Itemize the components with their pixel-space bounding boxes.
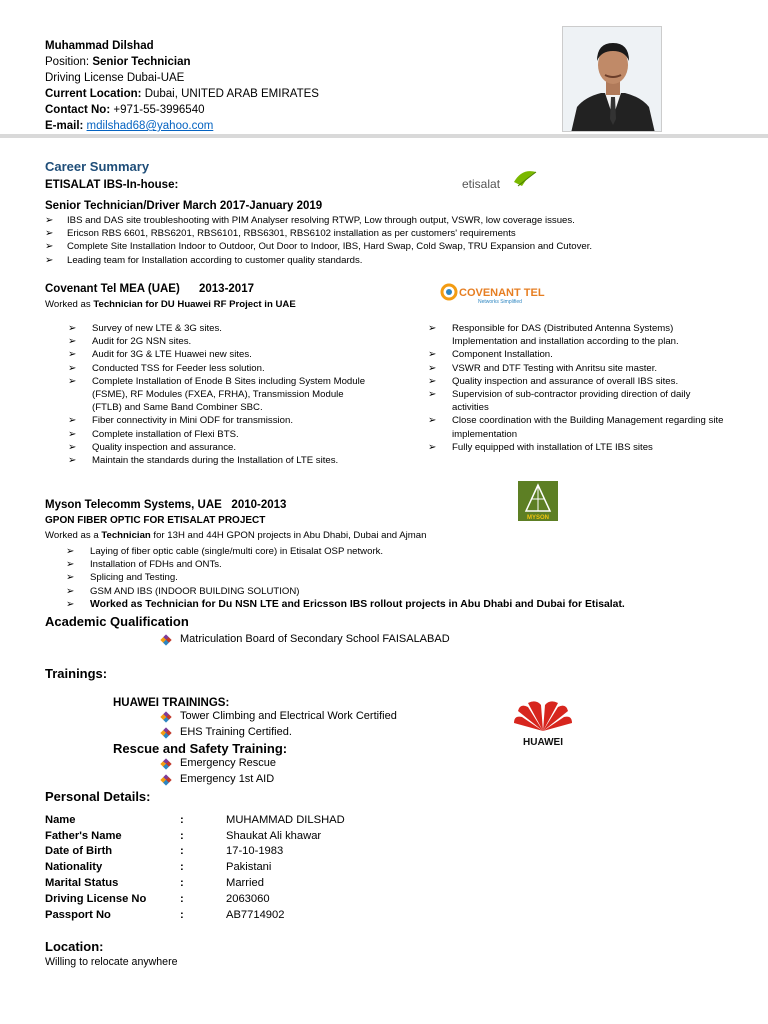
detail-value: Pakistani bbox=[226, 861, 272, 874]
list-item: Matriculation Board of Secondary School FAISALABAD bbox=[158, 632, 450, 648]
covenant-logo-icon bbox=[440, 282, 560, 304]
myson-logo-icon bbox=[518, 481, 558, 521]
detail-label: Driving License No bbox=[45, 892, 147, 905]
etisalat-logo-icon bbox=[462, 166, 542, 194]
etisalat-bullets bbox=[45, 214, 745, 267]
list-item: Emergency Rescue bbox=[158, 756, 276, 772]
list-item: ➢ Laying of fiber optic cable (single/multi core) in Etisalat OSP network. bbox=[66, 545, 666, 558]
list-item: ➢ VSWR and DTF Testing with Anritsu site master. bbox=[428, 362, 724, 375]
detail-colon: : bbox=[180, 845, 184, 858]
detail-value: AB7714902 bbox=[226, 908, 285, 921]
detail-label: Nationality bbox=[45, 861, 103, 874]
list-item: ➢ Supervision of sub-contractor providing direction of daily activities bbox=[428, 388, 724, 414]
list-item: ➢ IBS and DAS site troubleshooting with PIM Analyser resolving RTWP, Low through output, VSWR, low coverage issues. bbox=[45, 214, 745, 227]
detail-value: Shaukat Ali khawar bbox=[226, 829, 322, 842]
detail-label: Father's Name bbox=[45, 829, 122, 842]
list-item: ➢ Quality inspection and assurance. bbox=[68, 441, 368, 454]
trainings-title: Trainings: bbox=[45, 666, 108, 681]
list-item: ➢ Fiber connectivity in Mini ODF for transmission. bbox=[68, 414, 368, 427]
detail-value: Married bbox=[226, 877, 264, 890]
list-item: ➢ Installation of FDHs and ONTs. bbox=[66, 558, 666, 571]
svg-text:COVENANT TEL: COVENANT TEL bbox=[459, 287, 545, 299]
myson-last-bullet bbox=[66, 598, 766, 611]
person-portrait-icon bbox=[563, 27, 662, 132]
candidate-name: Muhammad Dilshad bbox=[45, 40, 154, 52]
list-item: ➢ Fully equipped with installation of LTE IBS sites bbox=[428, 441, 724, 454]
covenant-logo bbox=[440, 282, 560, 309]
etisalat-heading: ETISALAT IBS-In-house: bbox=[45, 179, 179, 191]
huawei-logo-icon bbox=[508, 697, 578, 749]
myson-bullets bbox=[66, 545, 666, 598]
detail-colon: : bbox=[180, 861, 184, 874]
covenant-right-bullets bbox=[428, 322, 724, 454]
detail-label: Name bbox=[45, 813, 76, 826]
location-text: Willing to relocate anywhere bbox=[45, 956, 178, 968]
academic-title: Academic Qualification bbox=[45, 614, 189, 629]
header-block bbox=[45, 38, 319, 134]
myson-project: GPON FIBER OPTIC FOR ETISALAT PROJECT bbox=[45, 515, 266, 526]
detail-label: Date of Birth bbox=[45, 845, 113, 858]
list-item: EHS Training Certified. bbox=[158, 725, 397, 741]
list-item: ➢ Complete Site Installation Indoor to Outdoor, Out Door to Indoor, IBS, Hard Swap, Cold Swap, TRU Expansion and Cutover. bbox=[45, 240, 745, 253]
list-item: ➢ GSM AND IBS (INDOOR BUILDING SOLUTION) bbox=[66, 585, 666, 598]
svg-text:HUAWEI: HUAWEI bbox=[523, 737, 563, 748]
huawei-logo bbox=[508, 697, 578, 754]
list-item: ➢ Complete Installation of Enode B Sites including System Module (FSME), RF Modules (FXEA, FRHA), Transmission Module (FTLB) and Same Band Combiner SBC. bbox=[68, 375, 368, 415]
list-item: ➢ Ericson RBS 6601, RBS6201, RBS6101, RBS6301, RBS6102 installation as per customers' requirements bbox=[45, 227, 745, 240]
list-item: Emergency 1st AID bbox=[158, 772, 276, 788]
list-item: ➢ Conducted TSS for Feeder less solution. bbox=[68, 362, 368, 375]
covenant-left-bullets bbox=[68, 322, 368, 467]
personal-details-table bbox=[45, 812, 345, 923]
svg-text:Networks Simplified: Networks Simplified bbox=[478, 299, 522, 304]
list-item: ➢ Complete installation of Flexi BTS. bbox=[68, 428, 368, 441]
table-row bbox=[45, 859, 345, 875]
covenant-heading: Covenant Tel MEA (UAE) 2013-2017 bbox=[45, 283, 254, 295]
detail-colon: : bbox=[180, 877, 184, 890]
myson-heading: Myson Telecomm Systems, UAE 2010-2013 bbox=[45, 499, 287, 511]
covenant-worked: Worked as Technician for DU Huawei RF Project in UAE bbox=[45, 299, 296, 310]
table-row bbox=[45, 844, 345, 860]
list-item: ➢ Close coordination with the Building Management regarding site implementation bbox=[428, 414, 724, 440]
table-row bbox=[45, 875, 345, 891]
table-row bbox=[45, 891, 345, 907]
personal-details-title: Personal Details: bbox=[45, 789, 151, 804]
rescue-training-title: Rescue and Safety Training: bbox=[113, 741, 288, 756]
table-row bbox=[45, 812, 345, 828]
table-row bbox=[45, 907, 345, 923]
detail-label: Passport No bbox=[45, 908, 111, 921]
myson-worked: Worked as a Technician for 13H and 44H GPON projects in Abu Dhabi, Dubai and Ajman bbox=[45, 530, 427, 541]
huawei-trainings-title: HUAWEI TRAININGS: bbox=[113, 697, 230, 709]
location-title: Location: bbox=[45, 939, 104, 954]
detail-colon: : bbox=[180, 892, 184, 905]
detail-colon: : bbox=[180, 813, 184, 826]
detail-colon: : bbox=[180, 829, 184, 842]
location-line: Current Location: Dubai, UNITED ARAB EMIRATES bbox=[45, 88, 319, 100]
detail-label: Marital Status bbox=[45, 877, 119, 890]
svg-text:etisalat: etisalat bbox=[462, 177, 501, 191]
list-item: ➢ Survey of new LTE & 3G sites. bbox=[68, 322, 368, 335]
etisalat-logo bbox=[462, 166, 542, 199]
list-item: ➢ Audit for 2G NSN sites. bbox=[68, 335, 368, 348]
list-item: ➢ Audit for 3G & LTE Huawei new sites. bbox=[68, 348, 368, 361]
table-row bbox=[45, 828, 345, 844]
list-item: ➢ Worked as Technician for Du NSN LTE and Ericsson IBS rollout projects in Abu Dhabi and Dubai for Etisalat. bbox=[66, 598, 766, 611]
detail-colon: : bbox=[180, 908, 184, 921]
license-line: Driving License Dubai-UAE bbox=[45, 72, 185, 84]
detail-value: MUHAMMAD DILSHAD bbox=[226, 813, 345, 826]
list-item: ➢ Responsible for DAS (Distributed Antenna Systems) Implementation and installation according to the plan. bbox=[428, 322, 724, 348]
rescue-training-list bbox=[158, 756, 276, 787]
myson-logo bbox=[518, 481, 558, 521]
email-line: E-mail: mdilshad68@yahoo.com bbox=[45, 120, 214, 132]
profile-photo bbox=[562, 26, 662, 132]
list-item: ➢ Maintain the standards during the Installation of LTE sites. bbox=[68, 454, 368, 467]
list-item: ➢ Splicing and Testing. bbox=[66, 571, 666, 584]
huawei-trainings-list bbox=[158, 709, 397, 740]
detail-value: 2063060 bbox=[226, 892, 270, 905]
detail-value: 17-10-1983 bbox=[226, 845, 284, 858]
contact-line: Contact No: +971-55-3996540 bbox=[45, 104, 205, 116]
list-item: Tower Climbing and Electrical Work Certified bbox=[158, 709, 397, 725]
email-link[interactable]: mdilshad68@yahoo.com bbox=[86, 120, 214, 132]
academic-list bbox=[158, 632, 450, 648]
career-summary-title: Career Summary bbox=[45, 159, 150, 174]
position-line: Position: Senior Technician bbox=[45, 56, 191, 68]
etisalat-role: Senior Technician/Driver March 2017-January 2019 bbox=[45, 200, 323, 212]
list-item: ➢ Component Installation. bbox=[428, 348, 724, 361]
svg-text:MYSON: MYSON bbox=[526, 515, 550, 521]
header-divider bbox=[0, 134, 768, 138]
list-item: ➢ Quality inspection and assurance of overall IBS sites. bbox=[428, 375, 724, 388]
list-item: ➢ Leading team for Installation according to customer quality standards. bbox=[45, 254, 745, 267]
